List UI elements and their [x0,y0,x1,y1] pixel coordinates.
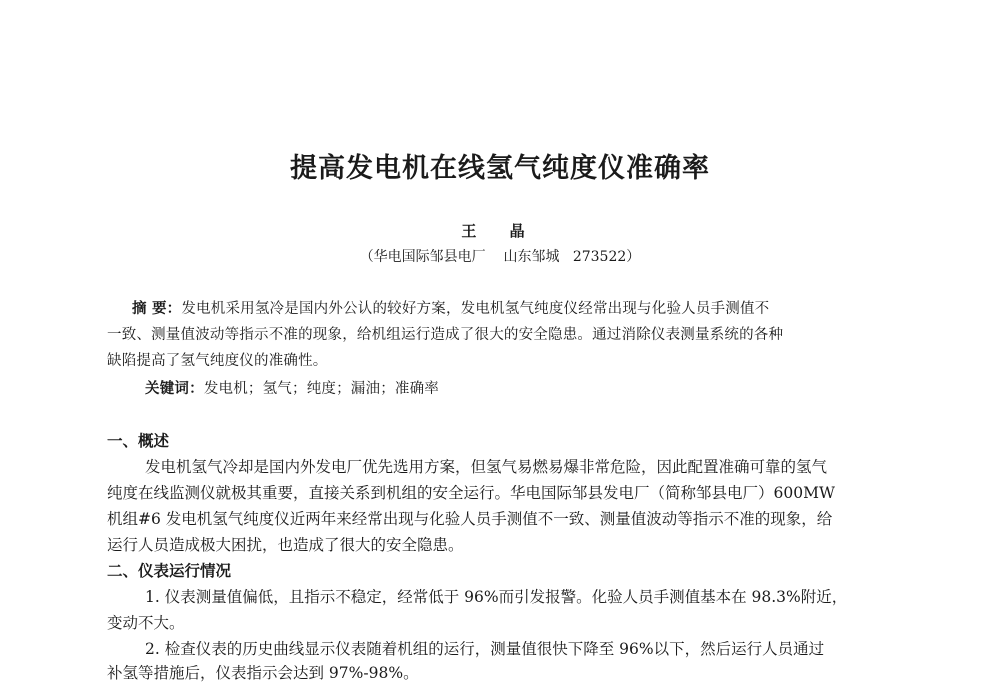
section2-item2-line-2: 补氢等措施后，仪表指示会达到 97%-98%。 [107,664,419,682]
section1-line-2: 纯度在线监测仪就极其重要，直接关系到机组的安全运行。华电国际邹县发电厂（简称邹县电厂）600MW [107,484,835,502]
abstract-line-2: 一致、测量值波动等指示不准的现象，给机组运行造成了很大的安全隐患。通过消除仪表测量系统的各种 [107,327,784,343]
abstract-line-3: 缺陷提高了氢气纯度仪的准确性。 [107,353,328,369]
author-name: 王 晶 [461,222,539,240]
paper-title: 提高发电机在线氢气纯度仪准确率 [290,153,710,184]
section2-item1-line-1: 1. 仪表测量值偏低，且指示不稳定，经常低于 96%而引发报警。化验人员手测值基本在 98.3%附近， [145,588,848,606]
section1-line-1: 发电机氢气冷却是国内外发电厂优先选用方案，但氢气易燃易爆非常危险，因此配置准确可靠的氢气 [145,458,828,476]
keywords [145,376,907,402]
section2-item2-line-1: 2. 检查仪表的历史曲线显示仪表随着机组的运行，测量值很快下降至 96%以下，然后运行人员通过 [145,640,825,658]
section1-line-3: 机组#6 发电机氢气纯度仪近两年来经常出现与化验人员手测值不一致、测量值波动等指示不准的现象，给 [107,510,833,528]
abstract-text: 发电机采用氢冷是国内外公认的较好方案，发电机氢气纯度仪经常出现与化验人员手测值不 [181,301,770,317]
keywords-label: 关键词： [145,381,204,397]
section-heading-operation: 二、仪表运行情况 [107,562,232,580]
abstract-label: 摘 要： [132,301,182,317]
keywords-text: 发电机；氢气；纯度；漏油；准确率 [203,381,440,397]
section-heading-overview: 一、概述 [107,432,170,450]
section1-line-4: 运行人员造成极大困扰，也造成了很大的安全隐患。 [107,536,464,554]
abstract-line-1 [132,296,907,322]
section2-item1-line-2: 变动不大。 [107,614,185,632]
author-affiliation: （华电国际邹县电厂 山东邹城 273522） [359,249,641,265]
